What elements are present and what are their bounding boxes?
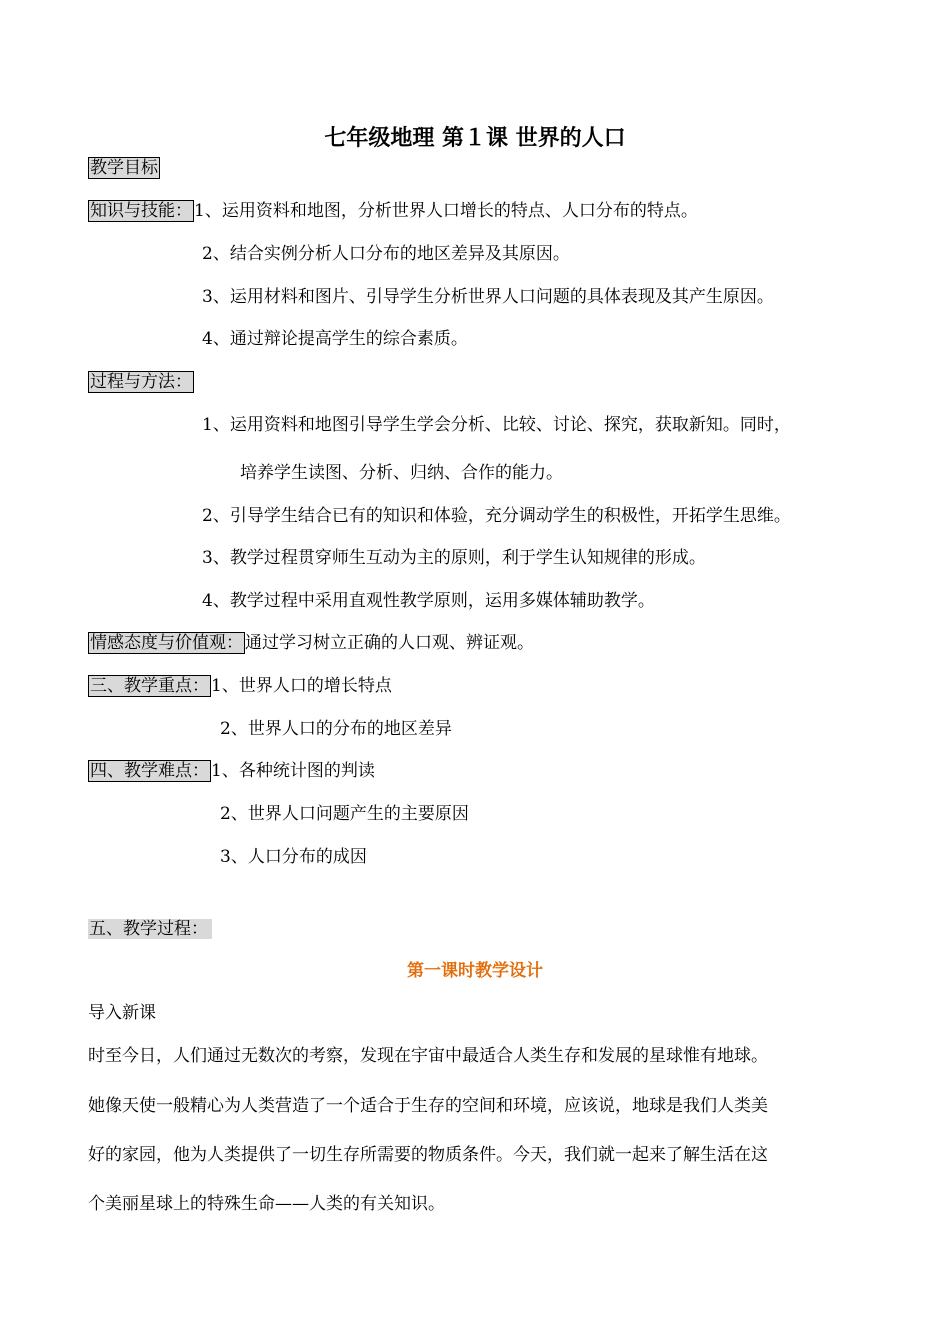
difficulty-item: 2、世界人口问题产生的主要原因 (220, 804, 469, 824)
emotion-label: 情感态度与价值观： (90, 633, 243, 653)
objectives-heading-label: 教学目标 (90, 158, 158, 178)
knowledge-item: 4、通过辩论提高学生的综合素质。 (202, 329, 468, 349)
intro-heading: 导入新课 (88, 1003, 156, 1023)
key-point-item: 2、世界人口的分布的地区差异 (220, 719, 452, 739)
knowledge-label: 知识与技能： (90, 201, 192, 221)
key-points-label: 三、教学重点： (90, 676, 209, 696)
knowledge-item: 3、运用材料和图片、引导学生分析世界人口问题的具体表现及其产生原因。 (202, 287, 774, 307)
emotion-row (88, 632, 534, 654)
process-item: 1、运用资料和地图引导学生学会分析、比较、讨论、探究，获取新知。同时， (202, 415, 791, 435)
intro-line: 个美丽星球上的特殊生命——人类的有关知识。 (88, 1194, 445, 1214)
process-section-heading (88, 918, 212, 940)
process-label: 过程与方法： (90, 372, 192, 392)
process-item-continuation: 培养学生读图、分析、归纳、合作的能力。 (240, 463, 563, 483)
process-section-label: 五、教学过程： (88, 919, 212, 939)
knowledge-item: 1、运用资料和地图，分析世界人口增长的特点、人口分布的特点。 (194, 201, 698, 221)
knowledge-row (88, 200, 698, 222)
knowledge-item: 2、结合实例分析人口分布的地区差异及其原因。 (202, 244, 570, 264)
key-points-row (88, 675, 392, 697)
difficulties-label: 四、教学难点： (90, 761, 209, 781)
objectives-heading (88, 157, 160, 179)
process-item: 4、教学过程中采用直观性教学原则，运用多媒体辅助教学。 (202, 591, 655, 611)
difficulties-row (88, 760, 375, 782)
process-heading (88, 371, 194, 393)
difficulty-item: 3、人口分布的成因 (220, 847, 367, 867)
process-item: 2、引导学生结合已有的知识和体验，充分调动学生的积极性，开拓学生思维。 (202, 506, 791, 526)
intro-line: 时至今日，人们通过无数次的考察，发现在宇宙中最适合人类生存和发展的星球惟有地球。 (88, 1046, 768, 1066)
lesson-title: 第一课时教学设计 (407, 961, 543, 981)
emotion-text: 通过学习树立正确的人口观、辨证观。 (245, 633, 534, 653)
difficulty-item: 1、各种统计图的判读 (211, 761, 375, 781)
intro-line: 她像天使一般精心为人类营造了一个适合于生存的空间和环境，应该说，地球是我们人类美 (88, 1096, 768, 1116)
intro-line: 好的家园，他为人类提供了一切生存所需要的物质条件。今天，我们就一起来了解生活在这 (88, 1145, 768, 1165)
process-item: 3、教学过程贯穿师生互动为主的原则，利于学生认知规律的形成。 (202, 548, 706, 568)
document-title: 七年级地理 第１课 世界的人口 (324, 125, 626, 151)
key-point-item: 1、世界人口的增长特点 (211, 676, 392, 696)
